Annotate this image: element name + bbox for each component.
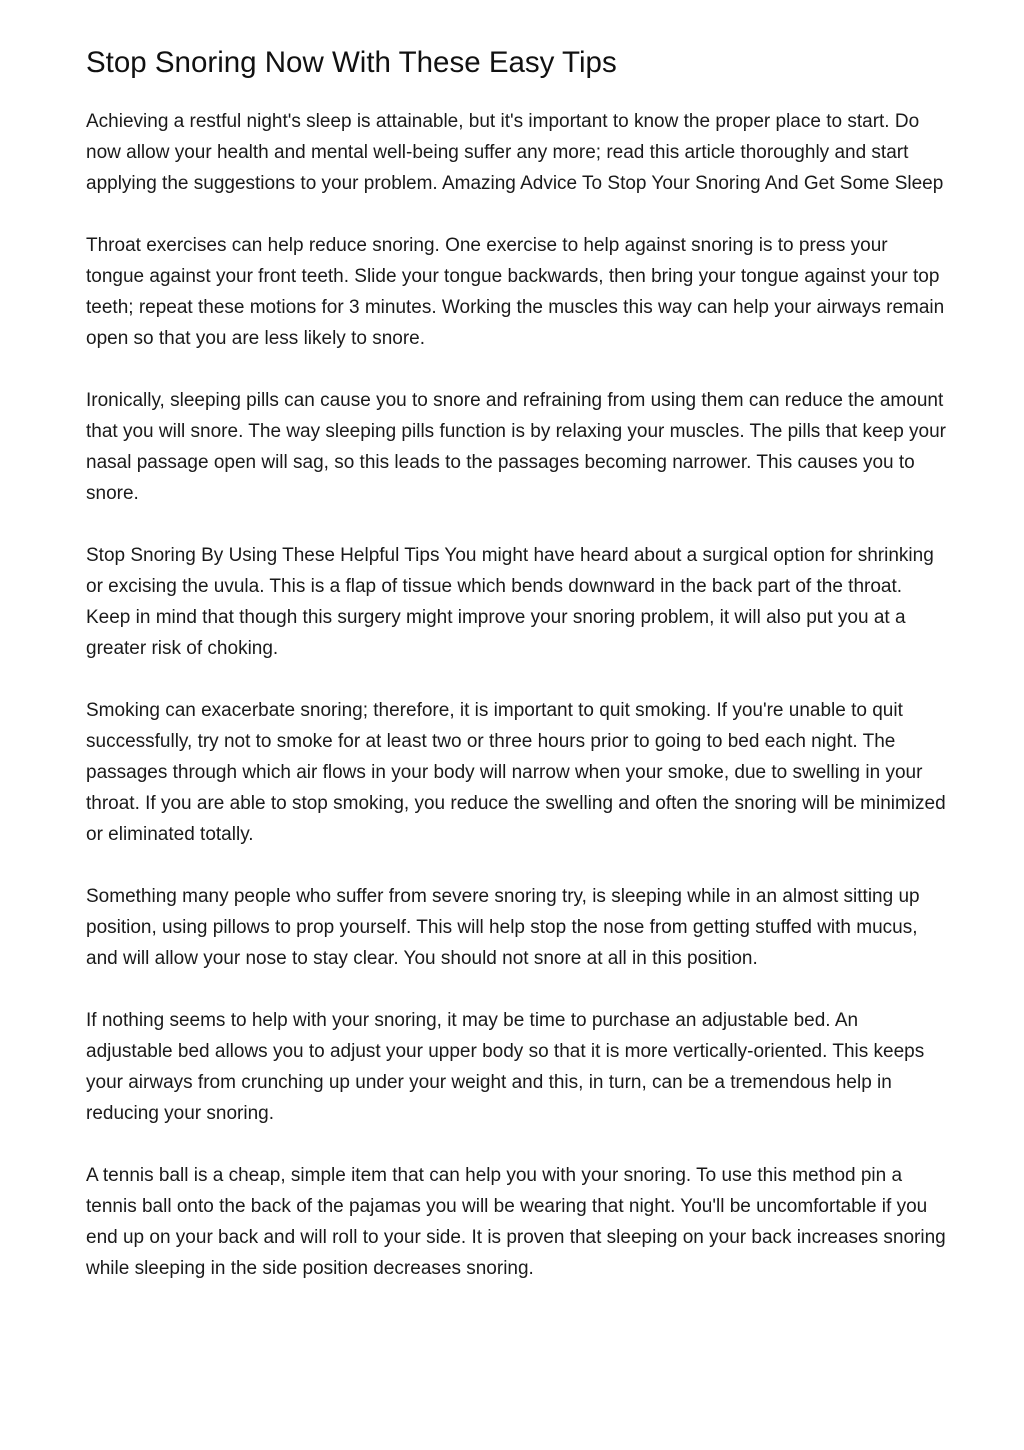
paragraph-adjustable-bed: If nothing seems to help with your snoring, it may be time to purchase an adjustable bed. An adjustable bed allows you to adjust your upper body so that it is more vertically-oriented. This keeps your airways from crunching up under your weight and this, in turn, can be a tremendous help in reducing your snoring. — [86, 1010, 925, 1124]
paragraph-throat-exercises: Throat exercises can help reduce snoring. One exercise to help against snoring is to press your tongue against your front teeth. Slide your tongue backwards, then bring your tongue against your top teeth; repeat these motions for 3 minutes. Working the muscles this way can help your airways remain open so that you are less likely to snore. — [86, 235, 945, 349]
paragraph-sitting-position: Something many people who suffer from severe snoring try, is sleeping while in an almost sitting up position, using pillows to prop yourself. This will help stop the nose from getting stuffed with mucus, and will allow your nose to stay clear. You should not snore at all in this position. — [86, 886, 920, 969]
paragraph-uvula-surgery: Stop Snoring By Using These Helpful Tips You might have heard about a surgical option for shrinking or excising the uvula. This is a flap of tissue which bends downward in the back part of the throat. Keep in mind that though this surgery might improve your snoring problem, it will also put you at a greater risk of choking. — [86, 545, 934, 659]
document-title: Stop Snoring Now With These Easy Tips — [86, 46, 617, 79]
document-page — [86, 40, 946, 1315]
paragraph-intro: Achieving a restful night's sleep is attainable, but it's important to know the proper place to start. Do now allow your health and mental well-being suffer any more; read this article thoroughly and start applying the suggestions to your problem. Amazing Advice To Stop Your Snoring And Get Some Sleep — [86, 111, 944, 194]
paragraph-sleeping-pills: Ironically, sleeping pills can cause you to snore and refraining from using them can reduce the amount that you will snore. The way sleeping pills function is by relaxing your muscles. The pills that keep your nasal passage open will sag, so this leads to the passages becoming narrower. This causes you to snore. — [86, 390, 947, 504]
paragraph-smoking: Smoking can exacerbate snoring; therefore, it is important to quit smoking. If you're unable to quit successfully, try not to smoke for at least two or three hours prior to going to bed each night. The passages through which air flows in your body will narrow when your smoke, due to swelling in your throat. If you are able to stop smoking, you reduce the swelling and often the snoring will be minimized or eliminated totally. — [86, 700, 946, 845]
paragraph-tennis-ball: A tennis ball is a cheap, simple item that can help you with your snoring. To use this method pin a tennis ball onto the back of the pajamas you will be wearing that night. You'll be uncomfortable if you end up on your back and will roll to your side. It is proven that sleeping on your back increases snoring while sleeping in the side position decreases snoring. — [86, 1165, 946, 1279]
